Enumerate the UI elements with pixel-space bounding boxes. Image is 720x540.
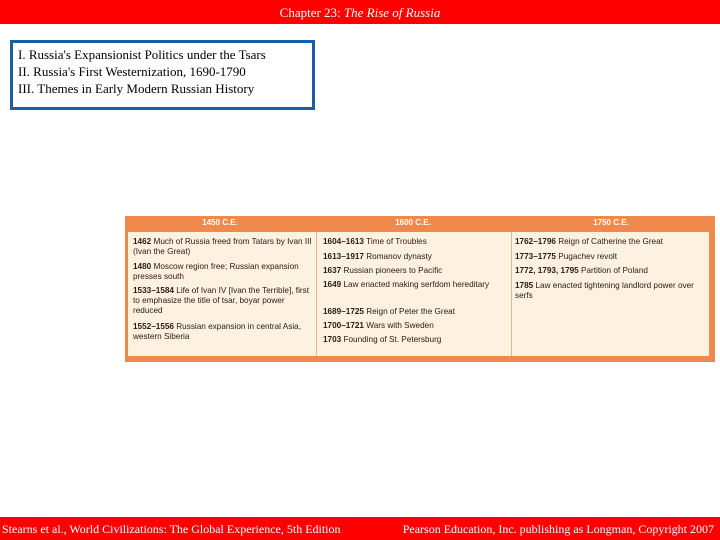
timeline-entry: 1773–1775 Pugachev revolt <box>515 252 617 261</box>
column-divider <box>316 232 317 356</box>
chapter-title: The Rise of Russia <box>343 5 441 20</box>
timeline-entry: 1762–1796 Reign of Catherine the Great <box>515 237 663 246</box>
outline-box <box>10 40 315 110</box>
footer-citation: Stearns et al., World Civilizations: The Global Experience, 5th Edition <box>2 522 341 536</box>
timeline-entry: 1772, 1793, 1795 Partition of Poland <box>515 266 648 275</box>
timeline-entry: 1689–1725 Reign of Peter the Great <box>323 307 456 316</box>
timeline-entry: 1637 Russian pioneers to Pacific <box>323 266 443 275</box>
timeline-entry: 1462 Much of Russia freed from Tatars by Ivan III (Ivan the Great) <box>133 237 312 256</box>
outline-item: II. Russia's First Westernization, 1690-1790 <box>18 64 246 79</box>
timeline-header: 1600 C.E. <box>395 218 431 227</box>
timeline-entry: 1613–1917 Romanov dynasty <box>323 252 432 261</box>
timeline-chart <box>125 216 715 362</box>
timeline-entry: 1703 Founding of St. Petersburg <box>323 335 442 344</box>
timeline-entry: 1649 Law enacted making serfdom hereditary <box>323 280 490 289</box>
outline-item: I. Russia's Expansionist Politics under the Tsars <box>18 47 266 62</box>
column-divider <box>511 232 512 356</box>
timeline-entry: 1700–1721 Wars with Sweden <box>323 321 434 330</box>
timeline-header: 1750 C.E. <box>593 218 629 227</box>
timeline-entry: 1533–1584 Life of Ivan IV [Ivan the Terrible], first to emphasize the title of tsar, boyar power reduced <box>133 286 309 315</box>
chapter-label: Chapter 23: <box>279 5 341 20</box>
timeline-entry: 1604–1613 Time of Troubles <box>323 237 427 246</box>
timeline-entry: 1785 Law enacted tightening landlord power over serfs <box>515 281 694 300</box>
footer-copyright: Pearson Education, Inc. publishing as Longman, Copyright 2007 <box>402 522 714 536</box>
timeline-entry: 1552–1556 Russian expansion in central Asia, western Siberia <box>133 322 301 341</box>
timeline-entry: 1480 Moscow region free; Russian expansion presses south <box>133 262 299 281</box>
timeline-header: 1450 C.E. <box>202 218 238 227</box>
slide-title <box>0 5 720 21</box>
outline-item: III. Themes in Early Modern Russian History <box>18 81 255 96</box>
footer-bar <box>0 517 720 540</box>
title-bar <box>0 0 720 24</box>
